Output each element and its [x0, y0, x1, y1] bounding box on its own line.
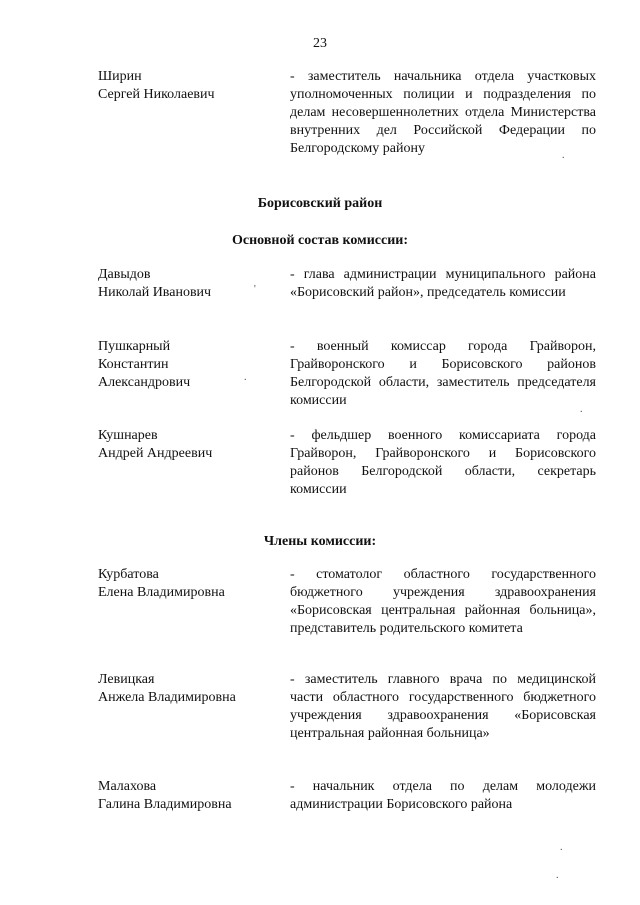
member-name — [98, 266, 278, 302]
member-name — [98, 778, 278, 814]
member-role: - заместитель главного врача по медицинской части областного государственного бюджетного учреждения здравоохранения «Борисовская центральная районная больница» — [290, 672, 596, 741]
member-name — [98, 338, 278, 392]
member-name — [98, 566, 278, 602]
member-name-line: Анжела Владимировна — [98, 690, 236, 705]
member-role: - глава администрации муниципального района «Борисовский район», председатель комиссии — [290, 267, 596, 300]
member-name-line: Левицкая — [98, 672, 155, 687]
member-name — [98, 68, 278, 104]
scan-speck: ' — [254, 284, 256, 295]
scan-speck: . — [562, 150, 565, 161]
member-name-line: Константин — [98, 357, 169, 372]
member-name-line: Николай Иванович — [98, 285, 212, 300]
member-name-line: Давыдов — [98, 267, 151, 282]
member-role: - заместитель начальника отдела участковых уполномоченных полиции и подразделения по делам несовершеннолетних отдела Министерства внутренних дел Российской Федерации по Белгородскому району — [290, 69, 596, 156]
member-name — [98, 427, 278, 463]
member-role: - начальник отдела по делам молодежи администрации Борисовского района — [290, 779, 596, 812]
member-role: - стоматолог областного государственного бюджетного учреждения здравоохранения «Борисовская центральная районная больница», представитель родительского комитета — [290, 567, 596, 636]
scan-speck: . — [556, 870, 559, 881]
members-section-title: Члены комиссии: — [263, 534, 377, 549]
member-name-line: Елена Владимировна — [98, 585, 225, 600]
member-name-line: Андрей Андреевич — [98, 446, 213, 461]
member-name-line: Малахова — [98, 779, 157, 794]
member-name-line: Ширин — [98, 69, 142, 84]
member-role: - фельдшер военного комиссариата города Грайворон, Грайворонского и Борисовского районов Белгородской области, секретарь комиссии — [290, 428, 596, 497]
page-number: 23 — [313, 36, 327, 51]
member-name-line: Сергей Николаевич — [98, 87, 215, 102]
member-name-line: Галина Владимировна — [98, 797, 232, 812]
member-name-line: Кушнарев — [98, 428, 158, 443]
district-title: Борисовский район — [257, 196, 383, 211]
member-role: - военный комиссар города Грайворон, Грайворонского и Борисовского районов Белгородской области, заместитель председателя комиссии — [290, 339, 596, 408]
main-section-title: Основной состав комиссии: — [232, 233, 408, 248]
scan-speck: . — [580, 404, 583, 415]
member-name-line: Пушкарный — [98, 339, 171, 354]
scan-speck: . — [560, 842, 563, 853]
member-name-line: Курбатова — [98, 567, 159, 582]
member-name — [98, 671, 278, 707]
member-name-line: Александрович — [98, 375, 191, 390]
scan-speck: . — [244, 372, 247, 383]
